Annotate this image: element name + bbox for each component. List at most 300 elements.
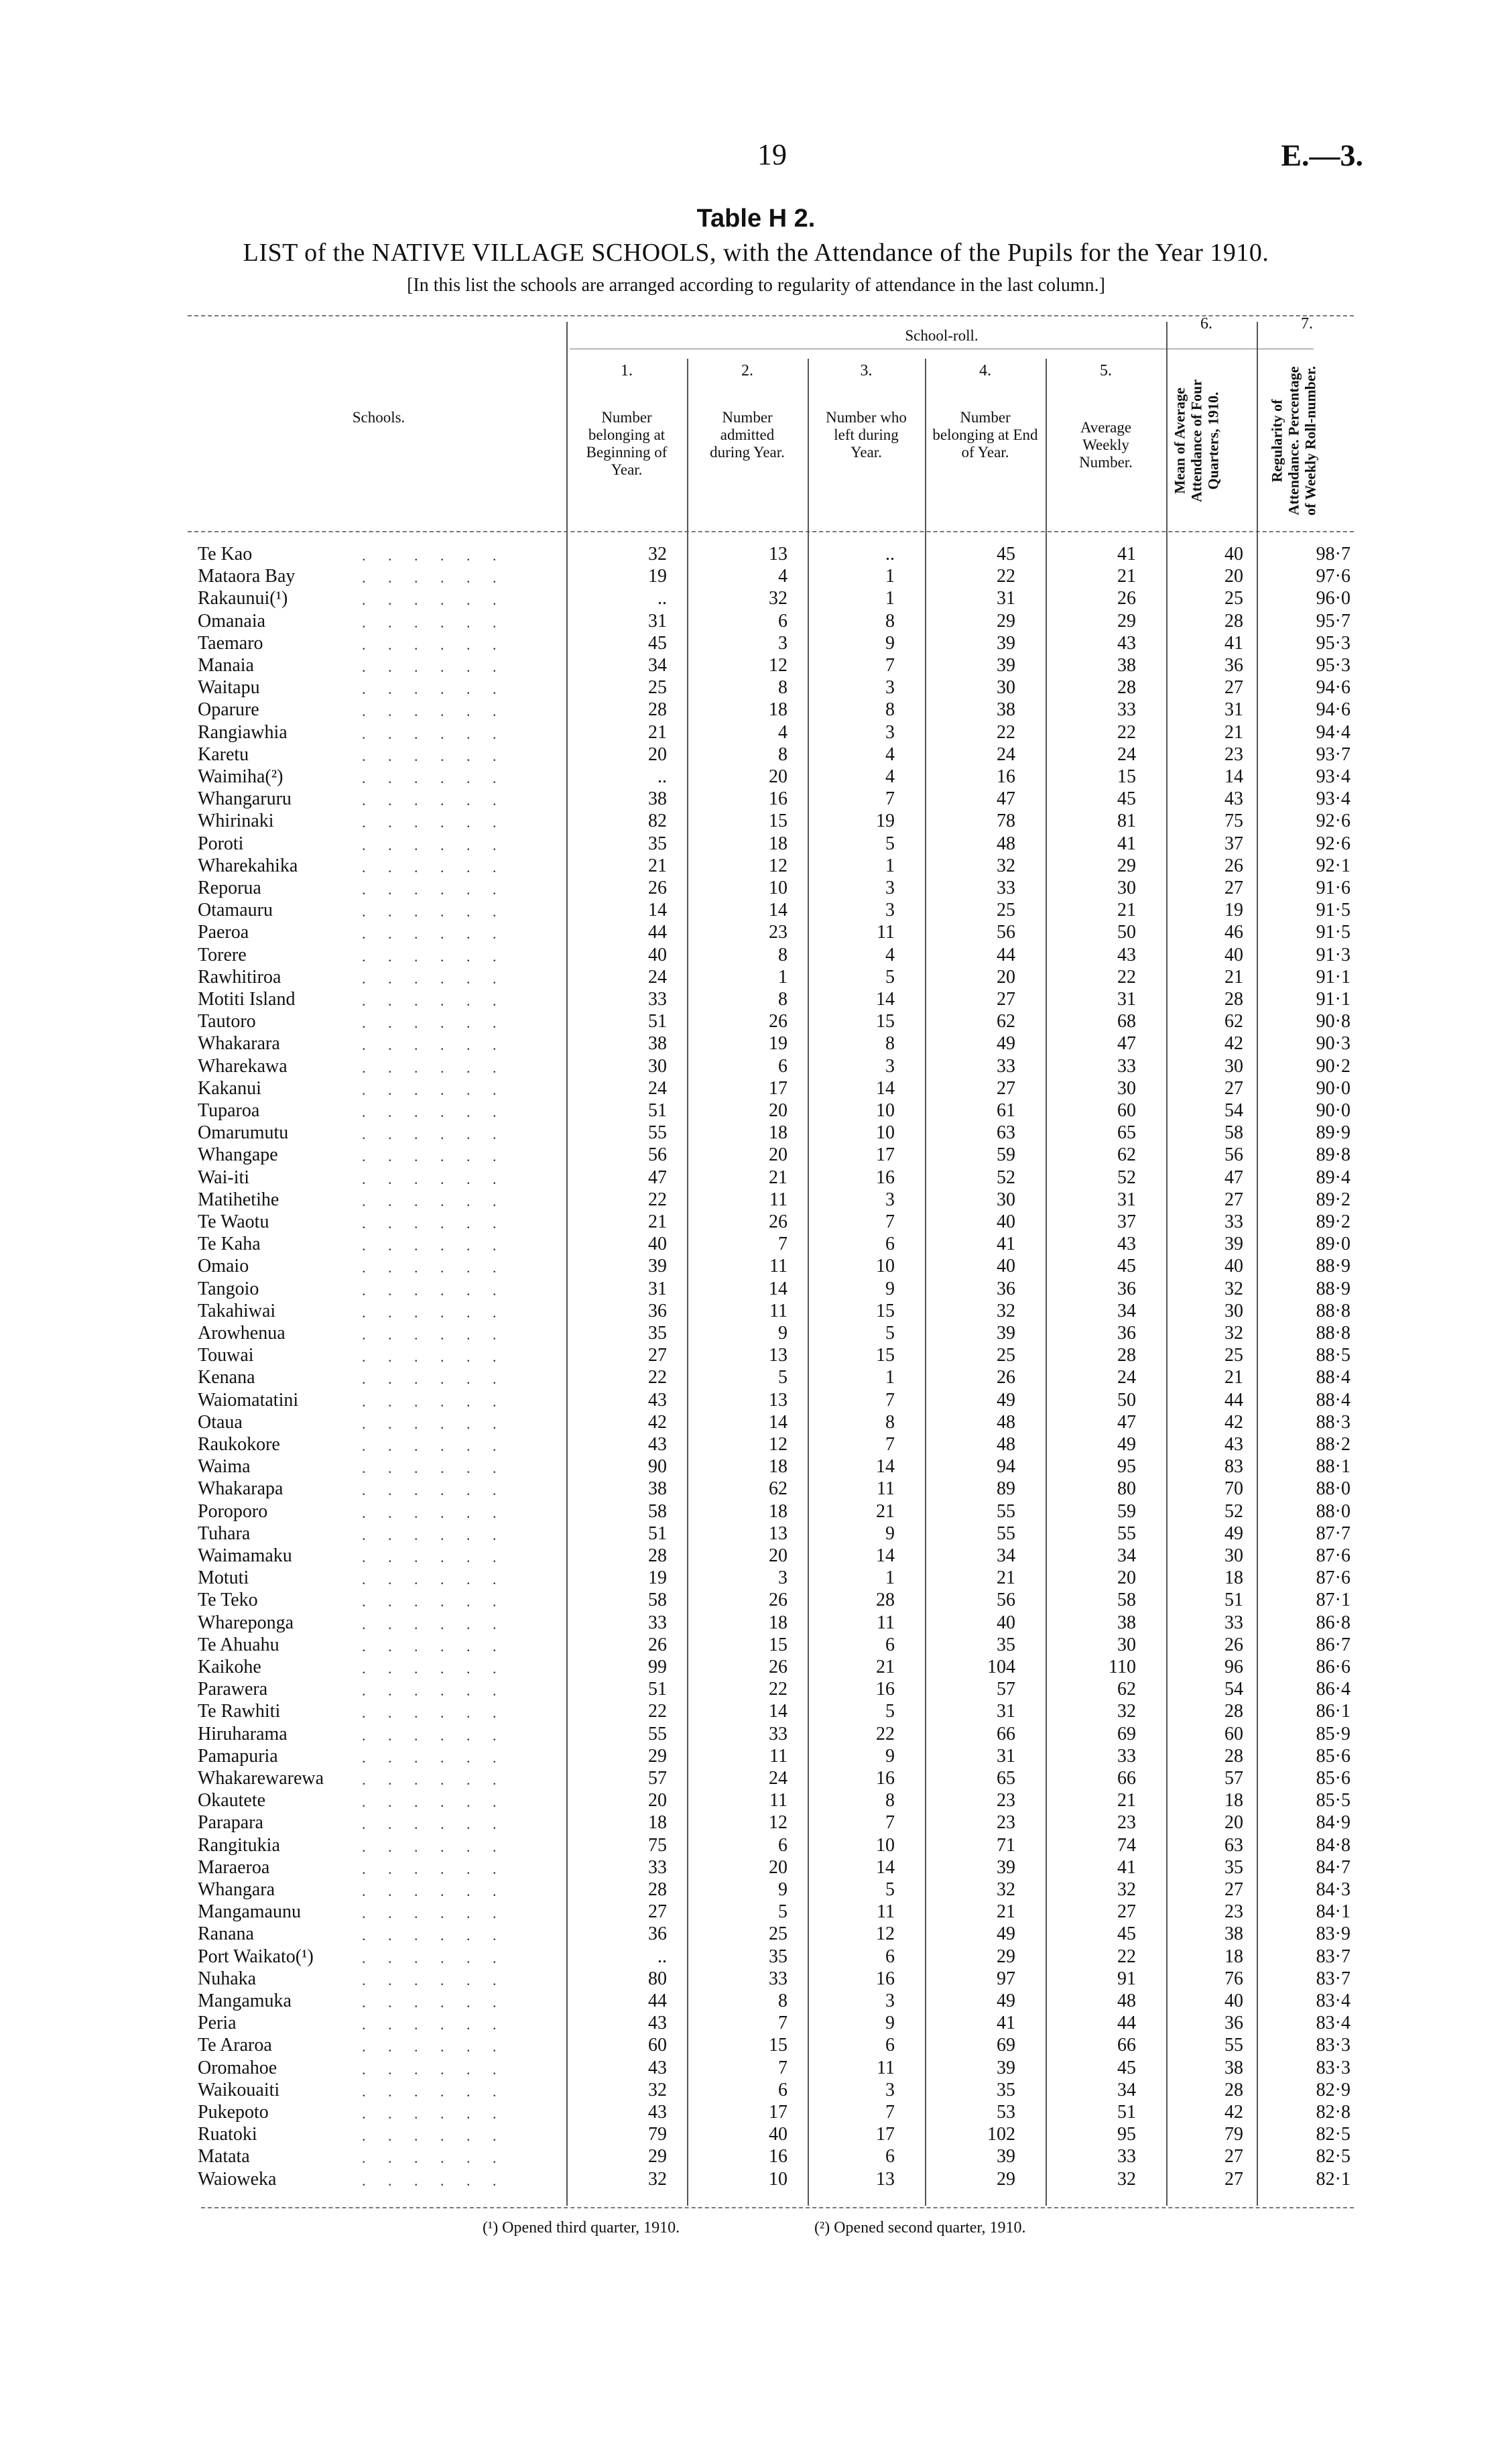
cell-c5: 33 (1117, 1745, 1136, 1767)
cell-c1: 33 (648, 1612, 667, 1633)
table-row (198, 1255, 1354, 1277)
col1-number: 1. (621, 362, 633, 379)
cell-c6: 27 (1224, 1879, 1243, 1900)
cell-c5: 45 (1117, 1923, 1136, 1945)
school-name: Taemaro (198, 632, 263, 654)
school-name: Hiruharama (198, 1723, 288, 1744)
cell-c2: 17 (769, 2102, 788, 2123)
cell-c3: 1 (885, 1567, 895, 1589)
cell-c5: 15 (1117, 766, 1136, 787)
cell-c4: 94 (997, 1456, 1015, 1478)
cell-c1: 80 (648, 1968, 667, 1989)
leader-dots: . . . . . . (362, 2172, 506, 2189)
cell-c5: 95 (1117, 1456, 1136, 1478)
cell-c2: 7 (778, 2057, 788, 2078)
cell-c3: 12 (876, 1923, 895, 1945)
cell-c5: 21 (1117, 1790, 1136, 1811)
cell-c5: 43 (1117, 632, 1136, 654)
cell-c1: 34 (648, 655, 667, 676)
cell-c6: 51 (1224, 1590, 1243, 1611)
table-row (198, 743, 1354, 766)
cell-c6: 83 (1224, 1456, 1243, 1478)
school-name: Motiti Island (198, 989, 296, 1010)
leader-dots: . . . . . . (362, 1771, 506, 1788)
cell-c5: 45 (1117, 2057, 1136, 2078)
cell-c1: .. (657, 766, 667, 787)
cell-c3: 5 (885, 1701, 895, 1722)
school-name: Arowhenua (198, 1323, 286, 1344)
table-row (198, 2057, 1354, 2079)
leader-dots: . . . . . . (362, 2060, 506, 2078)
leader-dots: . . . . . . (362, 1793, 506, 1811)
cell-c2: 32 (769, 588, 788, 609)
cell-c4: 35 (997, 2079, 1015, 2100)
school-name: Okautete (198, 1790, 266, 1811)
cell-c5: 59 (1117, 1500, 1136, 1522)
table-row (198, 1634, 1354, 1656)
cell-c7: 85·5 (1316, 1790, 1350, 1811)
cell-c2: 12 (769, 855, 788, 876)
cell-c2: 18 (769, 699, 788, 721)
table-row (198, 1099, 1354, 1122)
cell-c2: 20 (769, 1856, 788, 1878)
cell-c6: 54 (1224, 1679, 1243, 1700)
cell-c5: 45 (1117, 788, 1136, 810)
cell-c3: 3 (885, 2079, 895, 2100)
cell-c5: 24 (1117, 1367, 1136, 1388)
cell-c1: 79 (648, 2124, 667, 2145)
school-name: Omarumutu (198, 1122, 289, 1144)
cell-c3: 16 (876, 1679, 895, 1700)
cell-c1: 75 (648, 1834, 667, 1856)
cell-c3: 21 (876, 1657, 895, 1677)
leader-dots: . . . . . . (362, 658, 506, 675)
cell-c7: 89·9 (1316, 1122, 1350, 1144)
school-name: Ruatoki (198, 2124, 257, 2145)
leader-dots: . . . . . . (362, 1326, 506, 1343)
cell-c3: 1 (885, 588, 895, 609)
cell-c4: 41 (997, 2013, 1015, 2034)
cell-c5: 110 (1109, 1657, 1136, 1677)
school-name: Kenana (198, 1367, 255, 1388)
leader-dots: . . . . . . (362, 1883, 506, 1899)
cell-c4: 89 (997, 1478, 1015, 1500)
table-row (198, 810, 1354, 832)
cell-c4: 26 (997, 1367, 1015, 1388)
cell-c2: 26 (769, 1011, 788, 1032)
cell-c2: 18 (769, 1612, 788, 1633)
cell-c4: 69 (997, 2035, 1015, 2056)
cell-c1: 20 (648, 743, 667, 765)
table-row (198, 2168, 1354, 2190)
cell-c2: 12 (769, 655, 788, 676)
school-name: Te Ahuahu (198, 1634, 279, 1655)
school-name: Wharekahika (198, 855, 298, 876)
cell-c3: 14 (876, 1077, 895, 1099)
cell-c3: 6 (885, 1946, 895, 1967)
cell-c2: 10 (769, 2168, 788, 2190)
cell-c7: 86·4 (1316, 1679, 1350, 1700)
cell-c3: 7 (885, 1812, 895, 1834)
cell-c3: .. (885, 544, 895, 564)
cell-c3: 3 (885, 677, 895, 699)
cell-c6: 20 (1224, 1812, 1243, 1834)
cell-c2: 13 (769, 1345, 788, 1366)
cell-c5: 45 (1117, 1256, 1136, 1277)
cell-c6: 30 (1224, 1300, 1243, 1321)
cell-c7: 91·5 (1316, 900, 1350, 921)
cell-c6: 49 (1224, 1523, 1243, 1544)
cell-c5: 34 (1117, 1545, 1136, 1566)
table-row (198, 1700, 1354, 1722)
cell-c4: 44 (997, 944, 1015, 965)
cell-c4: 39 (997, 2146, 1015, 2167)
cell-c6: 76 (1224, 1968, 1243, 1989)
table-row (198, 1032, 1354, 1055)
cell-c1: .. (657, 1946, 667, 1967)
cell-c7: 84·7 (1316, 1856, 1350, 1878)
leader-dots: . . . . . . (362, 1838, 506, 1855)
cell-c6: 42 (1224, 1033, 1243, 1055)
cell-c3: 15 (876, 1011, 895, 1032)
cell-c1: 82 (648, 811, 667, 832)
cell-c2: 18 (769, 833, 788, 854)
cell-c2: 10 (769, 878, 788, 898)
leader-dots: . . . . . . (362, 1726, 506, 1744)
cell-c4: 39 (997, 1323, 1015, 1344)
cell-c3: 8 (885, 699, 895, 721)
table-row (198, 1767, 1354, 1789)
cell-c6: 36 (1224, 2013, 1243, 2034)
cell-c1: 28 (648, 1545, 667, 1566)
cell-c1: 51 (648, 1679, 667, 1700)
cell-c4: 22 (997, 721, 1015, 743)
cell-c4: 71 (997, 1834, 1015, 1856)
school-name: Mangamaunu (198, 1901, 301, 1923)
leader-dots: . . . . . . (362, 947, 506, 965)
school-name: Raukokore (198, 1434, 280, 1455)
leader-dots: . . . . . . (362, 1192, 506, 1209)
school-name: Rawhitiroa (198, 966, 281, 988)
table-row (198, 676, 1354, 699)
cell-c6: 28 (1224, 1701, 1243, 1722)
cell-c2: 15 (769, 811, 788, 832)
cell-c3: 9 (885, 2013, 895, 2034)
leader-dots: . . . . . . (362, 858, 506, 876)
cell-c4: 65 (997, 1768, 1015, 1789)
school-name: Kakanui (198, 1077, 261, 1099)
cell-c5: 74 (1117, 1834, 1136, 1856)
cell-c6: 31 (1224, 699, 1243, 721)
cell-c7: 89·2 (1316, 1211, 1350, 1232)
cell-c2: 7 (778, 2013, 788, 2034)
document-reference: E.—3. (1281, 138, 1363, 172)
school-name: Omaio (198, 1256, 249, 1277)
leader-dots: . . . . . . (362, 1994, 506, 2011)
cell-c6: 30 (1224, 1545, 1243, 1566)
school-roll-group-header: School-roll. (905, 327, 979, 344)
cell-c1: 43 (648, 1389, 667, 1411)
cell-c4: 20 (997, 966, 1015, 988)
cell-c7: 88·9 (1316, 1256, 1350, 1277)
cell-c3: 10 (876, 1122, 895, 1144)
cell-c7: 83·4 (1316, 1990, 1350, 2011)
cell-c1: 90 (648, 1456, 667, 1478)
cell-c6: 43 (1224, 1434, 1243, 1455)
cell-c7: 82·5 (1316, 2124, 1350, 2145)
cell-c3: 15 (876, 1300, 895, 1321)
cell-c3: 9 (885, 1523, 895, 1544)
cell-c2: 6 (778, 1834, 788, 1856)
cell-c5: 38 (1117, 655, 1136, 676)
cell-c3: 7 (885, 1211, 895, 1232)
cell-c6: 27 (1224, 878, 1243, 898)
school-name: Matata (198, 2146, 250, 2167)
cell-c2: 20 (769, 1545, 788, 1566)
table-row (198, 1189, 1354, 1211)
table-note: [In this list the schools are arranged according to regularity of attendance in the last column.] (407, 275, 1105, 296)
table-row (198, 788, 1354, 810)
cell-c3: 7 (885, 1389, 895, 1411)
school-name: Ranana (198, 1923, 254, 1945)
cell-c7: 88·1 (1316, 1456, 1350, 1478)
cell-c1: 24 (648, 1077, 667, 1099)
page-header (0, 137, 1512, 178)
cell-c2: 16 (769, 2146, 788, 2167)
cell-c7: 91·5 (1316, 922, 1350, 943)
cell-c4: 48 (997, 833, 1015, 854)
cell-c3: 6 (885, 1234, 895, 1255)
cell-c1: 43 (648, 1434, 667, 1455)
leader-dots: . . . . . . (362, 2149, 506, 2167)
cell-c4: 33 (997, 1055, 1015, 1077)
cell-c4: 29 (997, 1946, 1015, 1967)
cell-c5: 22 (1117, 1946, 1136, 1967)
cell-c7: 98·7 (1316, 544, 1350, 564)
cell-c1: 27 (648, 1901, 667, 1923)
cell-c4: 31 (997, 1701, 1015, 1722)
cell-c7: 87·6 (1316, 1567, 1350, 1589)
cell-c2: 9 (778, 1879, 788, 1900)
leader-dots: . . . . . . (362, 1615, 506, 1632)
cell-c2: 4 (778, 721, 788, 743)
cell-c2: 9 (778, 1323, 788, 1344)
leader-dots: . . . . . . (362, 1237, 506, 1254)
cell-c5: 31 (1117, 1189, 1136, 1210)
leader-dots: . . . . . . (362, 703, 506, 720)
page-number: 19 (757, 138, 787, 171)
cell-c5: 66 (1117, 1768, 1136, 1789)
table-title: Table H 2. (696, 204, 816, 233)
cell-c3: 3 (885, 1990, 895, 2011)
table-row (198, 1010, 1354, 1032)
cell-c3: 19 (876, 811, 895, 832)
cell-c6: 20 (1224, 566, 1243, 587)
cell-c5: 30 (1117, 1634, 1136, 1655)
cell-c6: 42 (1224, 1411, 1243, 1433)
cell-c4: 40 (997, 1612, 1015, 1633)
cell-c7: 90·8 (1316, 1011, 1350, 1032)
cell-c1: 27 (648, 1345, 667, 1366)
table-row (198, 1366, 1354, 1388)
school-name: Rakaunui(¹) (198, 588, 288, 609)
cell-c2: 8 (778, 944, 788, 965)
cell-c1: 32 (648, 2079, 667, 2100)
leader-dots: . . . . . . (362, 1303, 506, 1321)
cell-c4: 41 (997, 1234, 1015, 1255)
cell-c1: 31 (648, 1278, 667, 1299)
cell-c7: 88·3 (1316, 1411, 1350, 1433)
cell-c6: 27 (1224, 1189, 1243, 1210)
cell-c6: 42 (1224, 2102, 1243, 2123)
leader-dots: . . . . . . (362, 836, 506, 853)
school-name: Pukepoto (198, 2102, 269, 2123)
school-name: Whangape (198, 1144, 278, 1166)
cell-c5: 68 (1117, 1011, 1136, 1032)
school-name: Waitapu (198, 677, 260, 699)
cell-c4: 27 (997, 989, 1015, 1010)
header-bottom-rule (188, 531, 1354, 532)
school-name: Paeroa (198, 922, 249, 943)
cell-c3: 21 (876, 1500, 895, 1522)
cell-c6: 30 (1224, 1055, 1243, 1077)
cell-c4: 25 (997, 1345, 1015, 1366)
cell-c6: 60 (1224, 1723, 1243, 1744)
cell-c1: 51 (648, 1100, 667, 1121)
cell-c6: 25 (1224, 1345, 1243, 1366)
cell-c4: 49 (997, 1923, 1015, 1945)
cell-c6: 28 (1224, 989, 1243, 1010)
table-row (198, 1077, 1354, 1099)
cell-c5: 47 (1117, 1033, 1136, 1055)
cell-c1: 14 (648, 900, 667, 921)
cell-c2: 11 (769, 1745, 788, 1767)
col3-header: Number who left during Year. (826, 409, 907, 461)
cell-c7: 83·7 (1316, 1946, 1350, 1967)
cell-c4: 39 (997, 2057, 1015, 2078)
leader-dots: . . . . . . (362, 1014, 506, 1032)
cell-c1: 60 (648, 2035, 667, 2056)
cell-c4: 23 (997, 1812, 1015, 1834)
cell-c1: 38 (648, 1033, 667, 1055)
cell-c3: 4 (885, 944, 895, 965)
cell-c4: 38 (997, 699, 1015, 721)
cell-c5: 28 (1117, 677, 1136, 699)
footnote-1: (¹) Opened third quarter, 1910. (483, 2219, 680, 2237)
cell-c7: 93·4 (1316, 788, 1350, 810)
cell-c4: 53 (997, 2102, 1015, 2123)
leader-dots: . . . . . . (362, 1437, 506, 1454)
leader-dots: . . . . . . (362, 613, 506, 631)
cell-c4: 16 (997, 766, 1015, 787)
cell-c3: 7 (885, 788, 895, 810)
cell-c7: 87·1 (1316, 1590, 1350, 1611)
col2-header: Number admitted during Year. (710, 409, 785, 461)
cell-c4: 49 (997, 1990, 1015, 2011)
cell-c2: 25 (769, 1923, 788, 1945)
leader-dots: . . . . . . (362, 969, 506, 987)
table-row (198, 833, 1354, 855)
table-row (198, 1411, 1354, 1433)
cell-c5: 62 (1117, 1679, 1136, 1700)
school-name: Takahiwai (198, 1300, 276, 1321)
cell-c7: 90·2 (1316, 1055, 1350, 1077)
leader-dots: . . . . . . (362, 2105, 506, 2122)
cell-c1: 29 (648, 1745, 667, 1767)
table-row (198, 1278, 1354, 1300)
cell-c5: 28 (1117, 1345, 1136, 1366)
cell-c2: 13 (769, 1523, 788, 1544)
cell-c3: 5 (885, 1323, 895, 1344)
cell-c6: 47 (1224, 1167, 1243, 1188)
cell-c3: 7 (885, 1434, 895, 1455)
cell-c5: 44 (1117, 2013, 1136, 2034)
cell-c6: 58 (1224, 1122, 1243, 1144)
cell-c3: 28 (876, 1590, 895, 1611)
cell-c5: 41 (1117, 833, 1136, 854)
cell-c1: 35 (648, 1323, 667, 1344)
cell-c5: 58 (1117, 1590, 1136, 1611)
school-name: Whakarewarewa (198, 1768, 324, 1789)
cell-c5: 36 (1117, 1323, 1136, 1344)
cell-c7: 89·2 (1316, 1189, 1350, 1210)
cell-c4: 39 (997, 632, 1015, 654)
cell-c4: 52 (997, 1167, 1015, 1188)
cell-c7: 88·5 (1316, 1345, 1350, 1366)
cell-c3: 14 (876, 1545, 895, 1566)
school-name: Waiomatatini (198, 1389, 299, 1411)
leader-dots: . . . . . . (362, 1081, 506, 1098)
school-name: Whangaruru (198, 788, 292, 810)
cell-c2: 11 (769, 1300, 788, 1321)
cell-c4: 21 (997, 1901, 1015, 1923)
table-row (198, 565, 1354, 587)
school-name: Peria (198, 2013, 237, 2034)
cell-c1: 43 (648, 2013, 667, 2034)
table-row (198, 1612, 1354, 1634)
cell-c4: 97 (997, 1968, 1015, 1989)
cell-c3: 4 (885, 766, 895, 787)
cell-c4: 55 (997, 1500, 1015, 1522)
cell-c3: 17 (876, 2124, 895, 2145)
col2-number: 2. (741, 362, 753, 379)
school-name: Poroti (198, 833, 244, 854)
cell-c7: 87·6 (1316, 1545, 1350, 1566)
leader-dots: . . . . . . (362, 1170, 506, 1187)
cell-c5: 29 (1117, 610, 1136, 632)
cell-c1: 55 (648, 1723, 667, 1744)
cell-c5: 20 (1117, 1567, 1136, 1589)
cell-c4: 49 (997, 1389, 1015, 1411)
cell-c2: 14 (769, 1278, 788, 1299)
cell-c5: 23 (1117, 1812, 1136, 1834)
cell-c4: 34 (997, 1545, 1015, 1566)
cell-c6: 23 (1224, 743, 1243, 765)
leader-dots: . . . . . . (362, 1682, 506, 1700)
cell-c1: 36 (648, 1923, 667, 1945)
cell-c7: 94·6 (1316, 677, 1350, 699)
cell-c1: 55 (648, 1122, 667, 1144)
cell-c5: 31 (1117, 989, 1136, 1010)
school-name: Whakarara (198, 1033, 280, 1055)
cell-c3: 8 (885, 1033, 895, 1055)
cell-c1: 32 (648, 544, 667, 564)
cell-c5: 21 (1117, 566, 1136, 587)
cell-c6: 27 (1224, 2146, 1243, 2167)
cell-c4: 30 (997, 677, 1015, 699)
cell-c2: 11 (769, 1189, 788, 1210)
school-name: Maraeroa (198, 1856, 270, 1878)
